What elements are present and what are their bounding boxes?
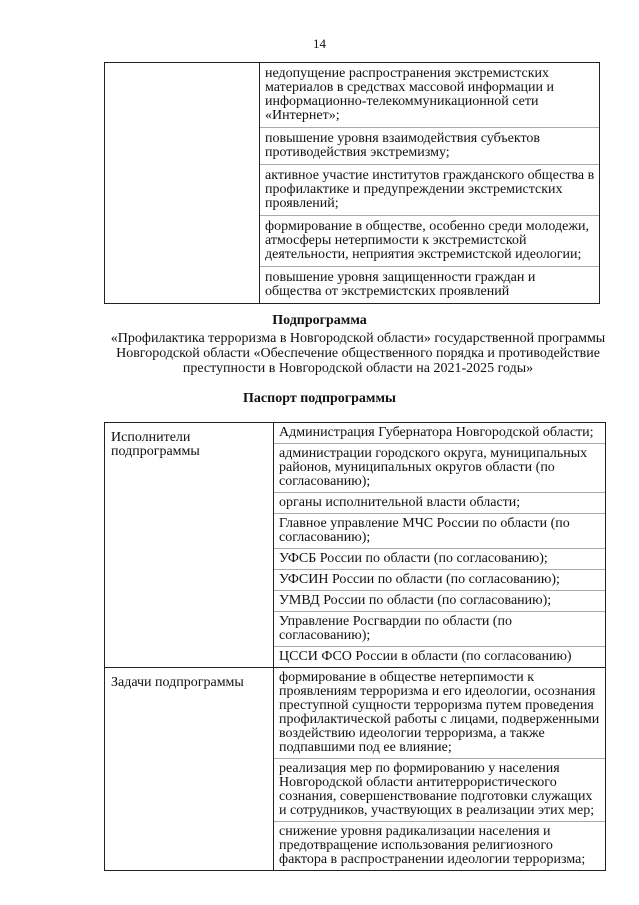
list-item: ЦССИ ФСО России в области (по согласованию) <box>279 649 572 664</box>
passport-table <box>104 422 606 871</box>
list-item: формирование в обществе, особенно среди молодежи, атмосферы нетерпимости к экстремистской деятельности, неприятия экстремистской идеологии; <box>260 216 599 267</box>
row-label: Исполнители подпрограммы <box>105 423 274 668</box>
list-item: УФСБ России по области (по согласованию); <box>274 549 605 570</box>
list-item: повышение уровня защищенности граждан и общества от экстремистских проявлений <box>265 270 536 299</box>
list-item: снижение уровня радикализации населения и предотвращение использования религиозного фактора в распространении идеологии терроризма; <box>279 824 586 867</box>
row-label: Задачи подпрограммы <box>105 668 274 871</box>
list-item: формирование в обществе нетерпимости к проявлениям терроризма и его идеологии, осознания преступной сущности терроризма путем проведения профилактической работы с лицами, подверженными воздействию идеологии терроризма, а также подпавшими под ее влияние; <box>274 668 605 759</box>
content-cell <box>260 63 600 304</box>
table-row <box>105 423 606 668</box>
passport-heading: Паспорт подпрограммы <box>243 391 396 406</box>
table-row <box>105 668 606 871</box>
subprogram-heading: Подпрограмма <box>272 313 367 328</box>
continuation-table <box>104 62 600 304</box>
list-item: УМВД России по области (по согласованию); <box>274 591 605 612</box>
content-cell <box>274 423 606 668</box>
list-item: повышение уровня взаимодействия субъектов противодействия экстремизму; <box>260 128 599 165</box>
list-item: активное участие институтов гражданского общества в профилактике и предупреждении экстремистских проявлений; <box>260 165 599 216</box>
list-item: УФСИН России по области (по согласованию); <box>274 570 605 591</box>
list-item: Управление Росгвардии по области (по согласованию); <box>274 612 605 647</box>
content-cell <box>274 668 606 871</box>
list-item: Главное управление МЧС России по области (по согласованию); <box>274 514 605 549</box>
subprogram-name: «Профилактика терроризма в Новгородской области» государственной программы Новгородской области «Обеспечение общественного порядка и противодействие преступности в Новгородской области на 2021-2025 годы» <box>110 331 606 376</box>
list-item: недопущение распространения экстремистских материалов в средствах массовой информации и информационно-телекоммуникационной сети «Интернет»; <box>260 63 599 128</box>
table-row <box>105 63 600 304</box>
empty-label-cell <box>105 63 260 304</box>
page-number: 14 <box>313 36 326 51</box>
list-item: реализация мер по формированию у населения Новгородской области антитеррористического сознания, совершенствование подготовки служащих и сотрудников, участвующих в реализации этих мер; <box>274 759 605 822</box>
list-item: Администрация Губернатора Новгородской области; <box>274 423 605 444</box>
list-item: органы исполнительной власти области; <box>274 493 605 514</box>
list-item: администрации городского округа, муниципальных районов, муниципальных округов области (по согласованию); <box>274 444 605 493</box>
